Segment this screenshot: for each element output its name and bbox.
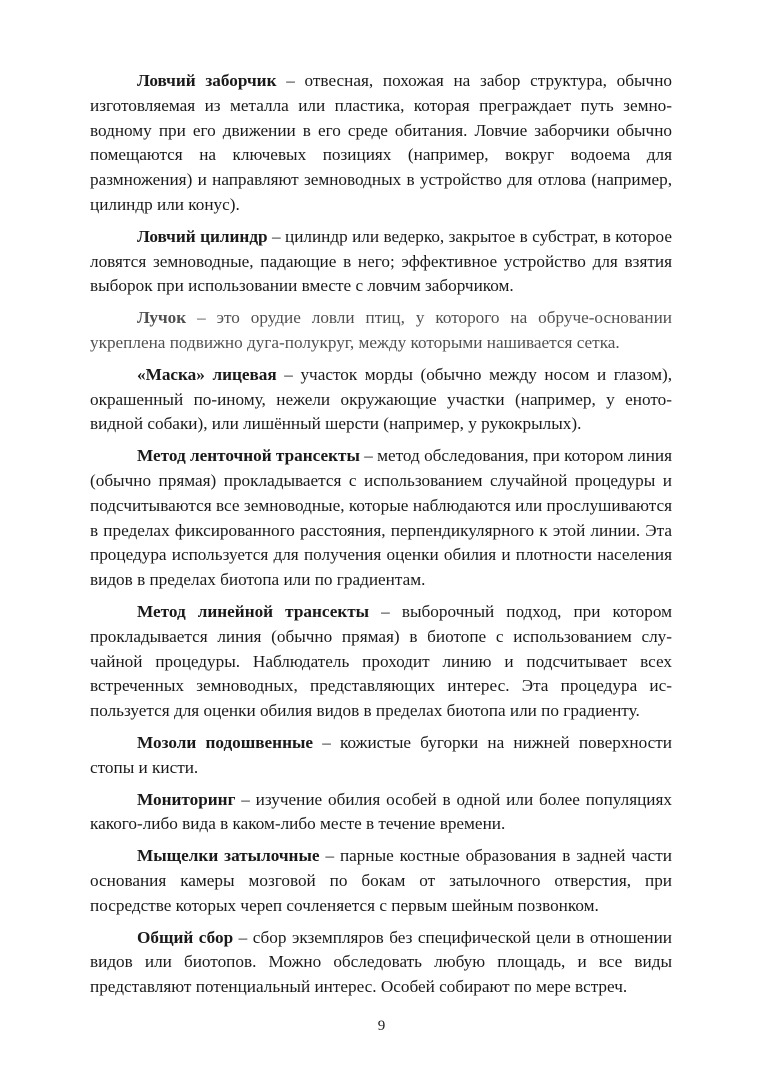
entry-term: Ловчий заборчик <box>137 71 277 90</box>
entry-term: «Маска» лицевая <box>137 364 277 384</box>
entry-definition: – это орудие ловли птиц, у которого на обруче-основании укреплена подвижно дуга-полукруг, между которыми нашивается сетка. <box>90 308 672 352</box>
glossary-entry-fence <box>90 69 672 218</box>
entry-definition: – кожистые бугорки на нижней поверхности стопы и кисти. <box>90 732 672 777</box>
glossary-entry-bow-net <box>90 306 672 356</box>
entry-definition: – изучение обилия особей в одной или более популяциях какого-либо вида в каком-либо месте в течение времени. <box>90 789 672 834</box>
glossary-entry-general-collection <box>90 926 672 1000</box>
entry-definition: – отвесная, похожая на забор структура, обычно изготовляемая из металла или пластика, которая преграждает путь земноводному при его движении в его среде обитания. Ловчие заборчики обычно помещаются на ключевых позициях (например, вокруг водоема для размножения) и направляют земноводных в устройство для отлова (например, цилиндр или конус). <box>90 71 672 214</box>
entry-term: Лучок <box>137 308 187 328</box>
glossary-page <box>90 69 672 1007</box>
glossary-entry-face-mask <box>90 363 672 437</box>
entry-definition: – сбор экземпляров без специфической цели в отношении видов или биотопов. Можно обследовать любую площадь, и все виды представляют потенциальный интерес. Особей собирают по мере встреч. <box>90 927 673 997</box>
entry-term: Ловчий цилиндр <box>137 226 268 246</box>
glossary-entry-line-transect <box>90 600 672 724</box>
glossary-entry-cylinder <box>90 225 672 299</box>
glossary-entry-sole-calluses <box>90 731 672 781</box>
entry-definition: – участок морды (обычно между носом и глазом), окрашенный по-иному, нежели окружающие участки (например, у енотовидной собаки), или лишённый шерсти (например, у рукокрылых). <box>90 364 672 434</box>
entry-term: Общий сбор <box>137 927 234 947</box>
glossary-entry-strip-transect <box>90 444 672 593</box>
page-number: 9 <box>377 1018 386 1034</box>
entry-definition: – цилиндр или ведерко, закрытое в субстрат, в которое ловятся земноводные, падающие в него; эффективное устройство для взятия выборок при использовании вместе с ловчим заборчиком. <box>90 226 672 296</box>
entry-definition: – парные костные образования в задней части основания камеры мозговой по бокам от затылочного отверстия, при посредстве которых череп сочленяется с первым шейным позвонком. <box>90 846 672 915</box>
entry-term: Мозоли подошвенные <box>137 732 314 752</box>
entry-definition: – метод обследования, при котором линия (обычно прямая) прокладывается с использованием случайной процедуры и подсчитываются все земноводные, которые наблюдаются или прослушиваются в пределах фиксированного расстояния, перпендикулярного к этой линии. Эта процедура используется для получения оценки обилия и плотности населения видов в пределах биотопа или по градиентам. <box>90 446 672 590</box>
glossary-entry-monitoring <box>90 788 672 838</box>
entry-term: Мыщелки затылочные <box>137 846 320 866</box>
glossary-entry-occipital-condyles <box>90 844 672 918</box>
entry-term: Метод линейной трансекты <box>137 601 370 621</box>
entry-definition: – выборочный подход, при котором прокладывается линия (обычно прямая) в биотопе с использованием случайной процедуры. Наблюдатель проходит линию и подсчитывает всех встреченных земноводных, представляющих интерес. Эта процедура используется для оценки обилия видов в пределах биотопа или по градиенту. <box>90 601 672 721</box>
entry-term: Мониторинг <box>137 789 236 809</box>
entry-term: Метод ленточной трансекты <box>137 446 360 466</box>
